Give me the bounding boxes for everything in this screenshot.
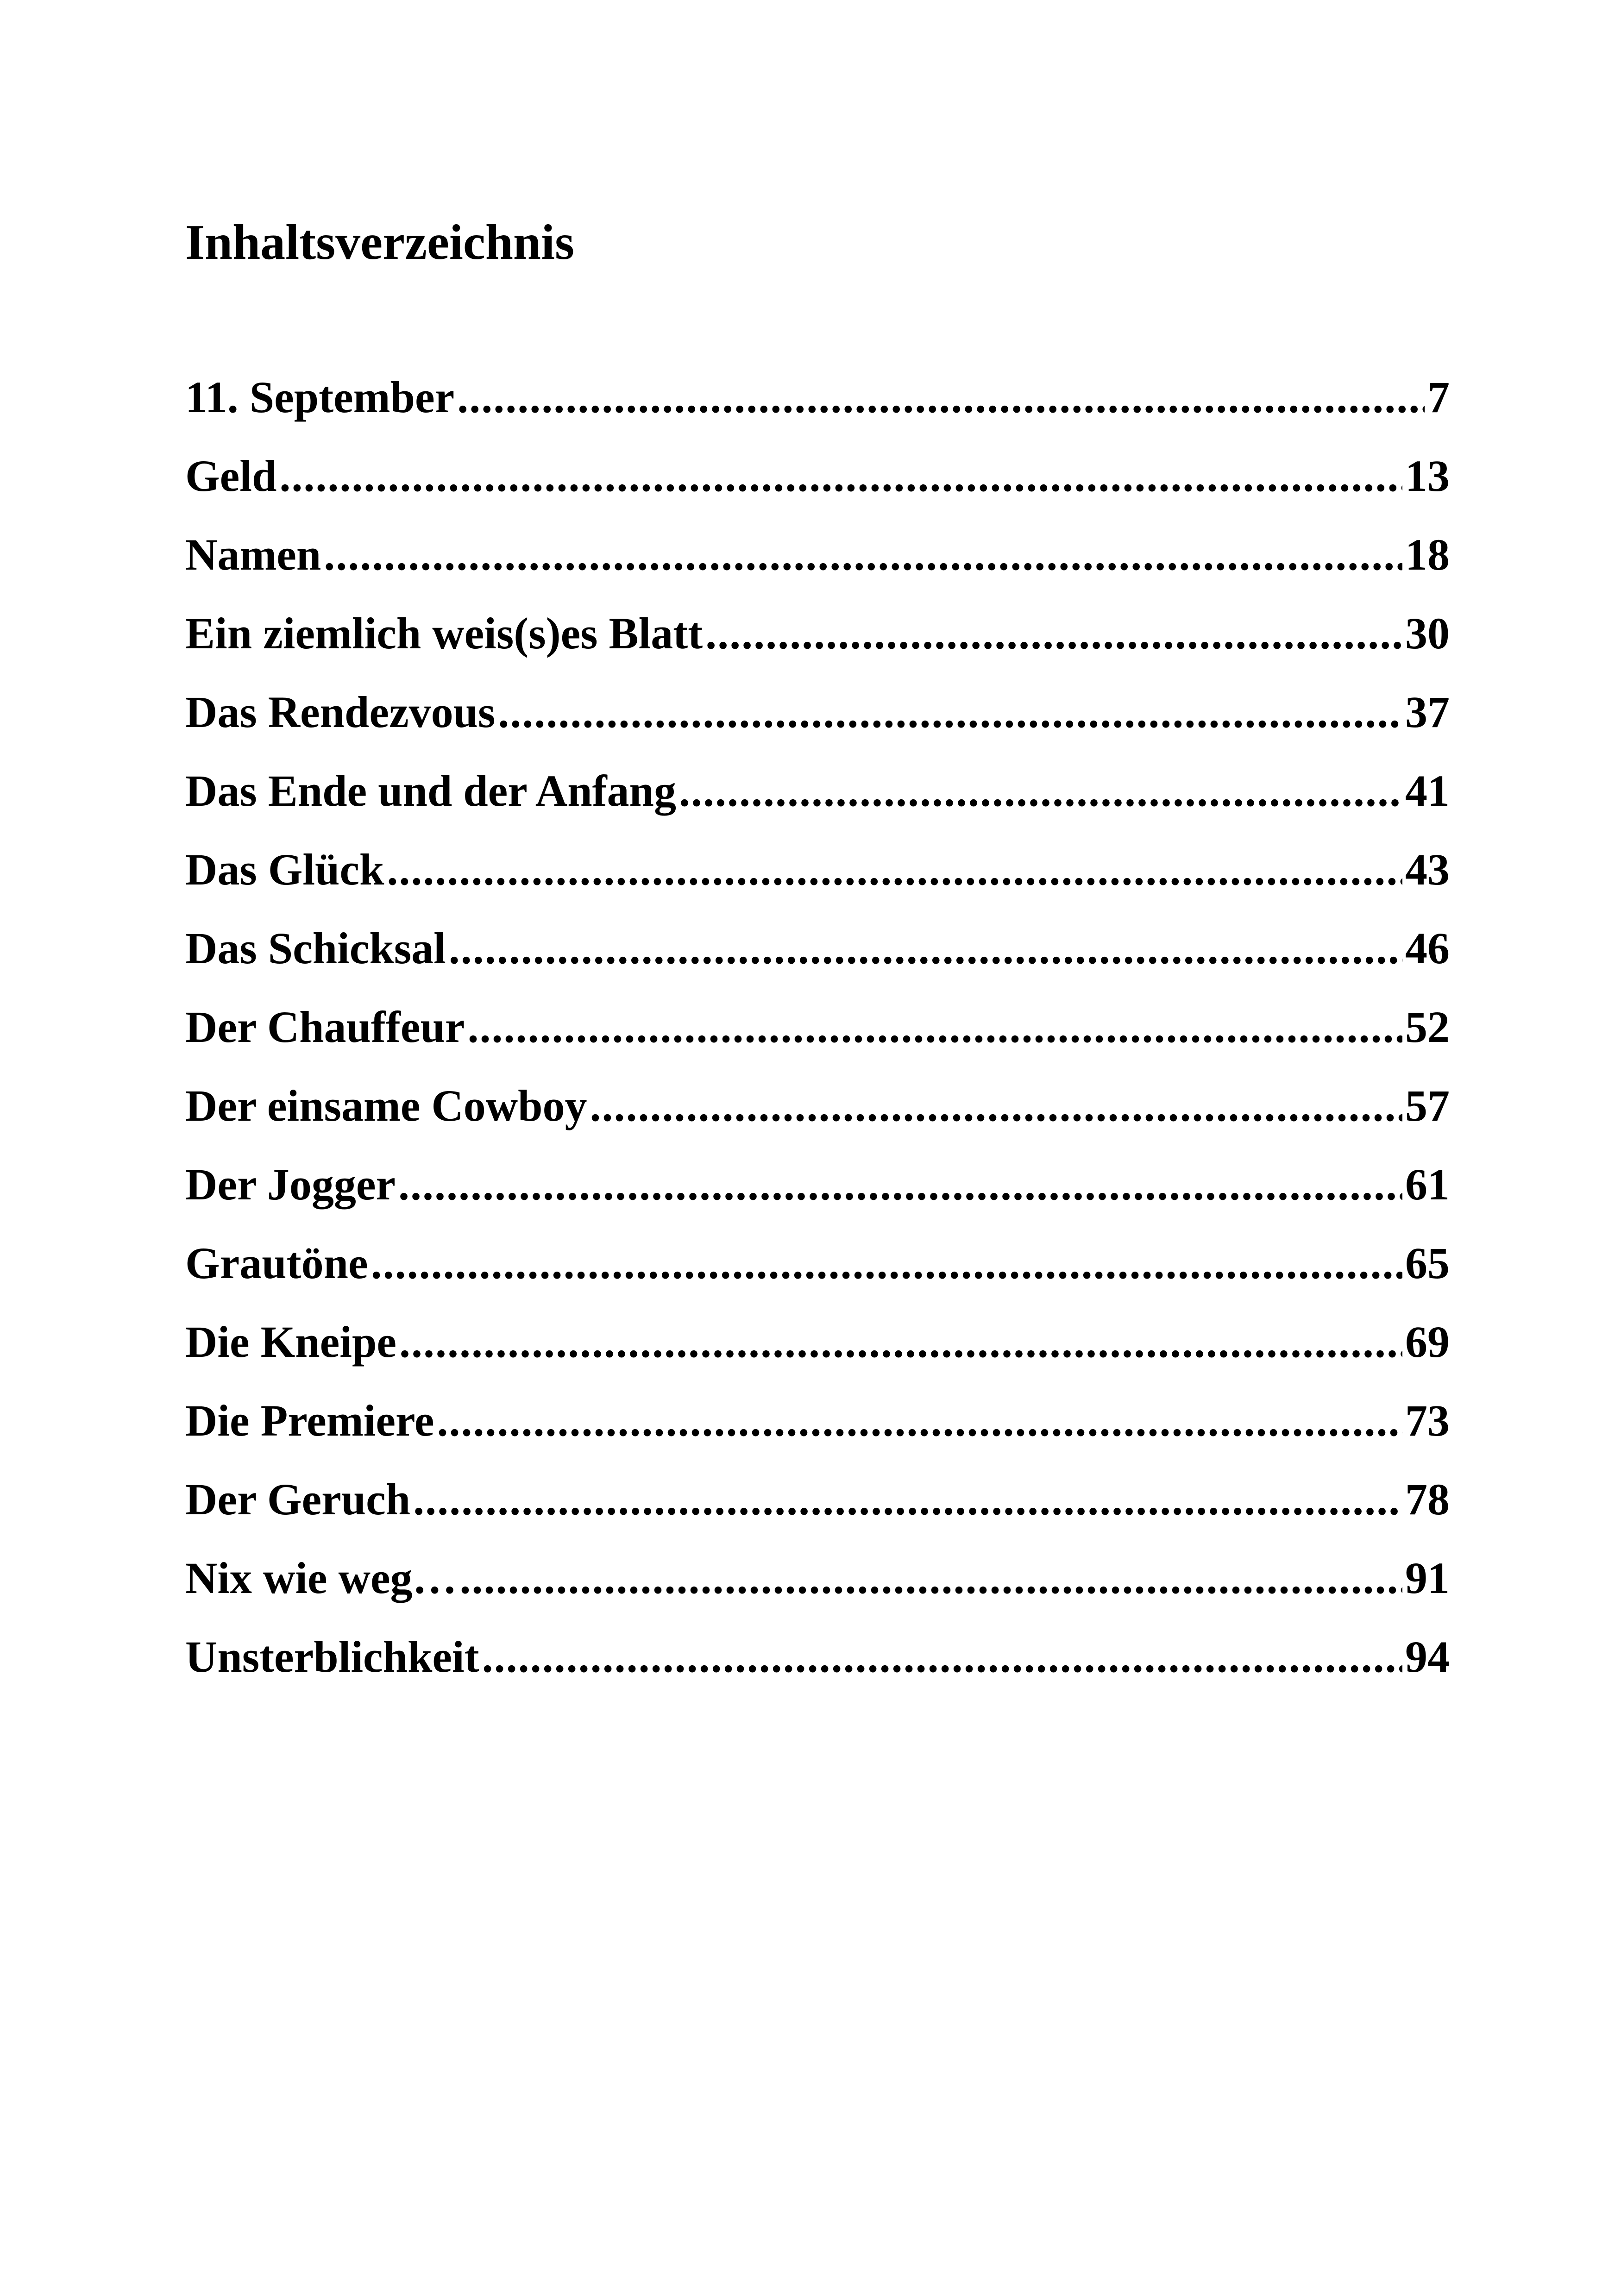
toc-page-number: 73 <box>1405 1396 1450 1445</box>
toc-dot-leader <box>437 1399 1402 1443</box>
toc-entry <box>185 923 1450 1005</box>
toc-dot-leader <box>498 690 1402 734</box>
table-of-contents <box>185 372 1450 1713</box>
toc-dot-leader <box>460 1556 1402 1600</box>
toc-entry-title: Der Jogger <box>185 1160 396 1209</box>
toc-page-number: 69 <box>1405 1317 1450 1367</box>
toc-page-number: 7 <box>1427 372 1450 422</box>
toc-page-number: 30 <box>1405 609 1450 658</box>
toc-entry-title: Das Ende und der Anfang <box>185 766 676 816</box>
toc-dot-leader <box>467 1005 1402 1049</box>
toc-page-number: 18 <box>1405 530 1450 579</box>
toc-entry <box>185 1162 1450 1241</box>
toc-entry-title: Der Geruch <box>185 1474 411 1524</box>
toc-page-number: 65 <box>1405 1238 1450 1288</box>
toc-dot-leader <box>387 847 1402 892</box>
toc-entry <box>185 1081 1450 1162</box>
toc-entry-title: Der Chauffeur <box>185 1002 465 1052</box>
toc-entry-title: 11. September <box>185 372 455 422</box>
toc-page-number: 91 <box>1405 1553 1450 1603</box>
toc-dot-leader <box>324 533 1402 577</box>
toc-entry-title: Die Premiere <box>185 1396 434 1445</box>
toc-entry-title: Geld <box>185 451 277 501</box>
toc-page-number: 61 <box>1405 1160 1450 1209</box>
toc-page-number: 46 <box>1405 923 1450 973</box>
toc-entry-title: Das Glück <box>185 845 384 894</box>
toc-entry <box>185 847 1450 926</box>
toc-page-number: 57 <box>1405 1081 1450 1130</box>
toc-entry <box>185 451 1450 533</box>
toc-dot-leader <box>590 1084 1402 1128</box>
toc-dot-leader <box>457 375 1425 420</box>
toc-entry <box>185 611 1450 690</box>
toc-entry <box>185 1317 1450 1399</box>
toc-dot-leader <box>679 769 1402 813</box>
toc-dot-leader <box>413 1477 1402 1522</box>
toc-dot-leader <box>705 611 1402 656</box>
toc-dot-leader <box>279 454 1402 498</box>
toc-entry <box>185 1238 1450 1320</box>
toc-entry-title: Nix wie weg… <box>185 1553 457 1603</box>
toc-entry <box>185 1553 1450 1635</box>
toc-page-number: 43 <box>1405 845 1450 894</box>
toc-entry-title: Grautöne <box>185 1238 368 1288</box>
toc-dot-leader <box>398 1162 1402 1207</box>
toc-dot-leader <box>371 1241 1402 1286</box>
toc-entry-title: Unsterblichkeit <box>185 1632 479 1681</box>
toc-entry <box>185 687 1450 769</box>
toc-dot-leader <box>449 926 1402 971</box>
toc-page-number: 94 <box>1405 1632 1450 1681</box>
toc-entry <box>185 372 1450 454</box>
toc-entry <box>185 1474 1450 1556</box>
toc-entry-title: Ein ziemlich weis(s)es Blatt <box>185 609 703 658</box>
toc-entry <box>185 1396 1450 1477</box>
toc-page-number: 78 <box>1405 1474 1450 1524</box>
toc-entry <box>185 1002 1450 1084</box>
toc-entry <box>185 1632 1450 1713</box>
toc-page-number: 41 <box>1405 766 1450 816</box>
toc-page-number: 52 <box>1405 1002 1450 1052</box>
toc-dot-leader <box>399 1320 1402 1364</box>
toc-dot-leader <box>482 1635 1402 1679</box>
toc-page-number: 37 <box>1405 687 1450 737</box>
toc-entry <box>185 530 1450 611</box>
toc-entry-title: Das Rendezvous <box>185 687 496 737</box>
page-title: Inhaltsverzeichnis <box>185 215 575 270</box>
toc-entry-title: Die Kneipe <box>185 1317 396 1367</box>
toc-entry-title: Namen <box>185 530 321 579</box>
toc-entry-title: Der einsame Cowboy <box>185 1081 587 1130</box>
toc-page-number: 13 <box>1405 451 1450 501</box>
toc-entry-title: Das Schicksal <box>185 923 446 973</box>
toc-entry <box>185 766 1450 847</box>
